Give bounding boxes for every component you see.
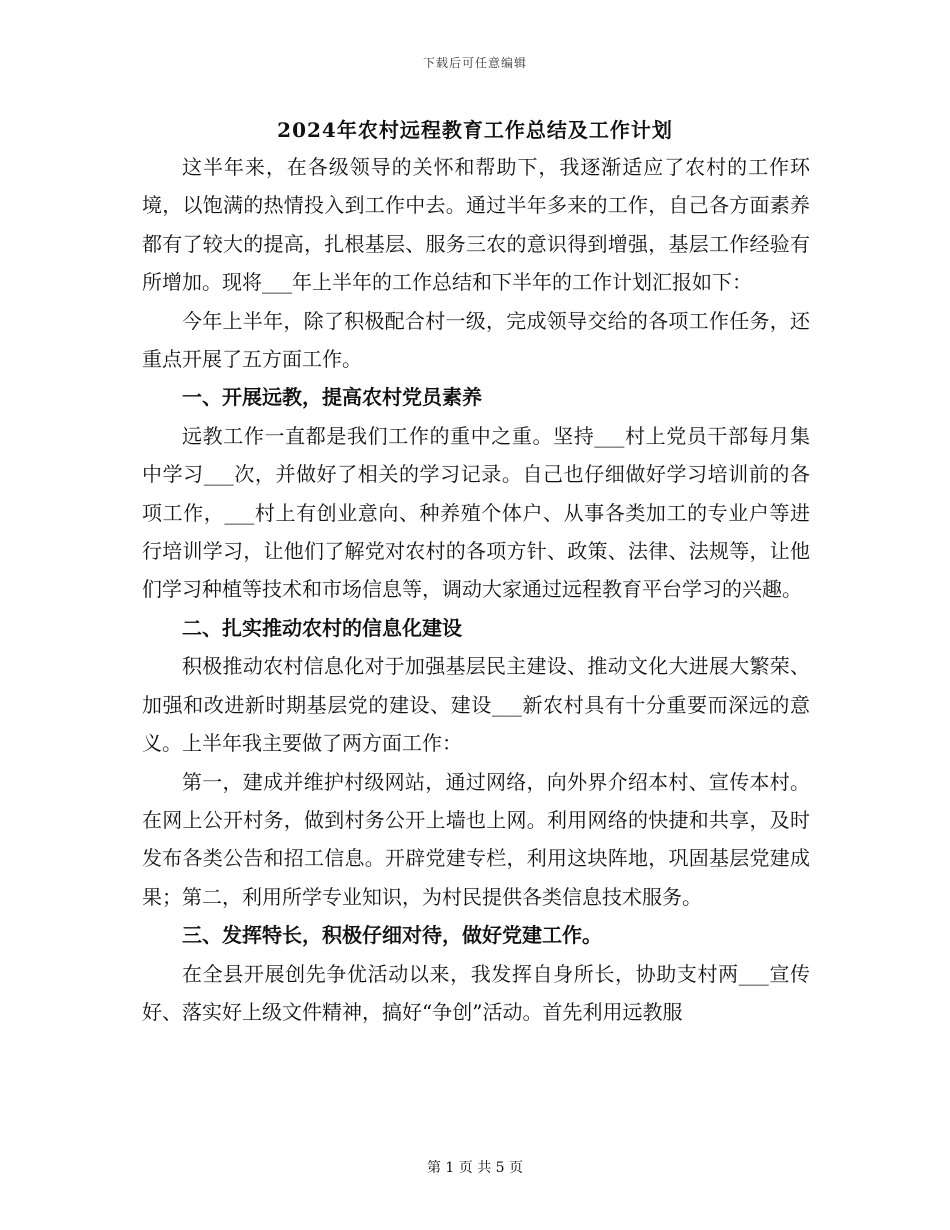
document-title: 2024年农村远程教育工作总结及工作计划 [277, 118, 673, 142]
paragraph-section-2: 积极推动农村信息化对于加强基层民主建设、推动文化大进展大繁荣、加强和改进新时期基层党的建设、建设___新农村具有十分重要而深远的意义。上半年我主要做了两方面工作： [142, 654, 810, 756]
header-note: 下载后可任意编辑 [422, 56, 527, 70]
document-body [142, 148, 810, 1031]
section-heading-1: 一、开展远教，提高农村党员素养 [182, 385, 482, 410]
paragraph-section-2-detail: 第一，建成并维护村级网站，通过网络，向外界介绍本村、宣传本村。在网上公开村务，做到村务公开上墙也上网。利用网络的快捷和共享，及时发布各类公告和招工信息。开辟党建专栏，利用这块阵地，巩固基层党建成果；第二，利用所学专业知识，为村民提供各类信息技术服务。 [142, 769, 810, 909]
section-heading-3: 三、发挥特长，积极仔细对待，做好党建工作。 [182, 923, 602, 948]
page-number: 第 1 页 共 5 页 [426, 1160, 524, 1176]
paragraph-overview: 今年上半年，除了积极配合村一级，完成领导交给的各项工作任务，还重点开展了五方面工作。 [142, 308, 810, 372]
paragraph-section-3: 在全县开展创先争优活动以来，我发挥自身所长，协助支村两___宣传好、落实好上级文件精神，搞好“争创”活动。首先利用远教服 [142, 961, 810, 1024]
paragraph-section-1: 远教工作一直都是我们工作的重中之重。坚持___村上党员干部每月集中学习___次，并做好了相关的学习记录。自己也仔细做好学习培训前的各项工作，___村上有创业意向、种养殖个体户、从事各类加工的专业户等进行培训学习，让他们了解党对农村的各项方针、政策、法律、法规等，让他们学习种植等技术和市场信息等，调动大家通过远程教育平台学习的兴趣。 [142, 423, 810, 602]
section-heading-2: 二、扎实推动农村的信息化建设 [182, 615, 462, 640]
paragraph-intro: 这半年来，在各级领导的关怀和帮助下，我逐渐适应了农村的工作环境，以饱满的热情投入到工作中去。通过半年多来的工作，自己各方面素养都有了较大的提高，扎根基层、服务三农的意识得到增强，基层工作经验有所增加。现将___年上半年的工作总结和下半年的工作计划汇报如下： [142, 155, 810, 295]
